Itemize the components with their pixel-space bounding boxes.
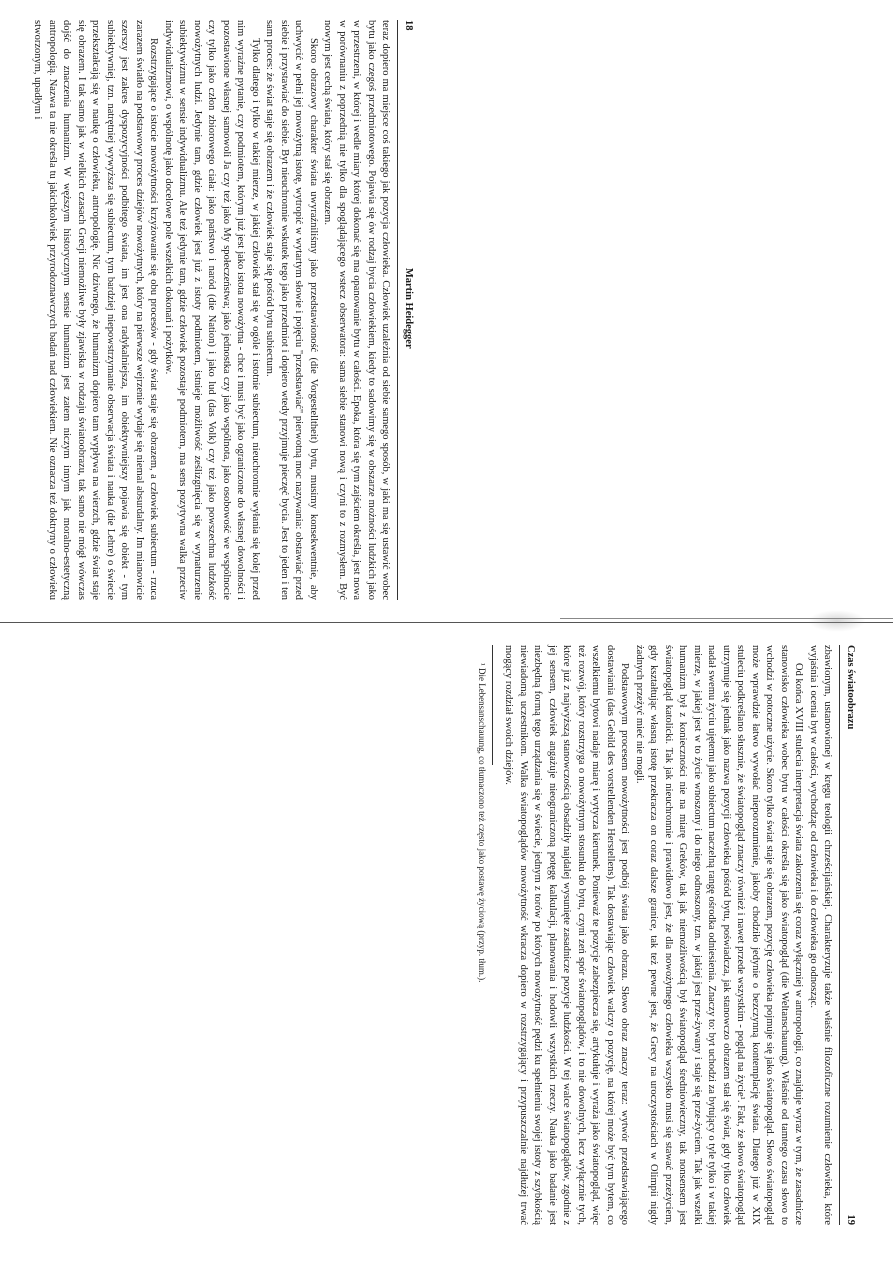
paragraph: Od końca XVIII stulecia interpretacja świata zakorzenia się coraz wyłączniej w antropologii, co znajduje wyraz w tym, że zasadnicze stanowisko człowieka wobec bytu w całości określa się jako światopogląd (die Weltanschauung). Właśnie od tamtego czasu słowo to wchodzi w potoczne użycie. Skoro tylko świat staje się obrazem, pozycję człowieka pojmuje się jako światopogląd. Słowo światopogląd może wprawdzie łatwo wywołać nieporozumienie, jakoby chodziło jedynie o bezczynną kontemplację świata. Dlatego już w XIX stuleciu podkreślano słusznie, że światopogląd znaczy również i nawet przede wszystkim - pogląd na życie¹. Fakt, że słowo światopogląd utrzymuje się jednak jako nazwa pozycji człowieka pośród bytu, poświadcza, jak stanowczo obrazem stał się świat, gdy tylko człowiek nadał swemu życiu ujętemu jako subiectum naczelną rangę ośrodka odniesienia. Znaczy to: byt uchodzi za bytujący o tyle tylko i w takiej mierze, w jakiej jest w to życie wnoszony i do niego odnoszony, tzn. w jakiej jest prze-żywany i staje się prze-życiem. Tak jak wszelki humanizm był z konieczności nie na miarę Greków, tak jak niemożliwością był światopogląd średniowieczny, tak nonsensem jest światopogląd katolicki. Tak jak nieuchronnie i prawidłowo jest, że dla nowożytnego człowieka wszystko musi się stawać przeżyciem, gdy kształtując własną istotę przekracza on coraz dalsze granice, tak też pewne jest, że Grecy na uroczystościach w Olimpii nigdy żadnych przeżyć mieć nie mogli.: [634, 645, 805, 1225]
running-head: Czas światoobrazu: [845, 645, 856, 730]
page-header: [840, 645, 858, 1225]
paragraph: Rozstrzygające o istocie nowożytności krzyżowanie się obu procesów - gdy świat staje się obrazem, a człowiek subiectum - rzuca zarazem światło na podstawowy proces dziejów nowożytnych, który na pierwsze wejrzenie wydaje się niemal absurdalny. Im mianowicie szerszy jest zakres dyspozycyjności podbitego świata, im jest ona radykalniejsza, im obiektywniejszy pojawia się obiekt - tym subiektywniej, tzn. natrętniej wywyższa się subiectum, tym bardziej niepowstrzymanie obserwacja świata i nauka (die Lehre) o świecie przekształcają się w naukę o człowieku, antropologię. Nic dziwnego, że humanizm dopiero tam wypływa na wierzch, gdzie świat staje się obrazem. I tak samo jak w wielkich czasach Grecji niemożliwe były zjawiska w rodzaju światoobrazu, tak samo nie mógł wówczas dojść do znaczenia humanizm. W węższym historycznym sensie humanizm jest zatem niczym innym jak moralno-estetyczną antropologią. Nazwa ta nie określa tu jakichkolwiek przyrodoznawczych badań nad człowiekiem. Nie oznacza też doktryny o człowieku stworzonym, upadłym i: [32, 20, 160, 600]
running-head: Martin Heidegger: [403, 267, 414, 349]
paragraph: Podstawowym procesem nowożytności jest podbój świata jako obrazu. Słowo obraz znaczy teraz: wytwór przedstawiającego dostawiania (das Gebild des vorstellenden Herstellens). Tak dostawiając człowiek walczy o pozycję, na której może być tym bytem, co wszelkiemu bytowi nadaje miarę i wytycza kierunek. Ponieważ te pozycje zabezpiecza się, artykułuje i wyraża jako światopogląd, więc też rozwój, który rozstrzyga o nowożytnym stosunku do bytu, czyni zeń spór światopoglądów, i to nie dowolnych, lecz wyłącznie tych, które już z najwyższą stanowczością obsadziły najdalej wysunięte zasadnicze pozycje ludzkości. W tej walce światopoglądów, zgodnie z jej sensem, człowiek angażuje nieograniczoną potęgę kalkulacji, planowania i hodowli wszystkich rzeczy. Nauka jako badanie jest niezbędną formą tego urządzania się w świecie, jednym z torów po których nowożytność pędzi ku spełnieniu swojej istoty z szybkością niewiadomą uczestnikom. Walka światopoglądów nowożytność wkracza dopiero w rozstrzygający i przypuszczalnie najdłużej trwać mogący rozdział swoich dziejów.: [503, 645, 631, 1225]
footnote-rule: [492, 645, 493, 765]
page-body: [476, 645, 835, 1225]
page-number: 19: [845, 1214, 856, 1225]
scan-smudge: [808, 610, 866, 632]
page-body: [30, 20, 393, 600]
paragraph: zbawionym, ustanowionej w kręgu teologii chrześcijańskiej. Charakteryzuje także właśnie filozoficzne rozumienie człowieka, które wyjaśnia i ocenia byt w całości, wychodząc od człowieka i do człowieka go odnosząc.: [808, 645, 834, 1225]
page-divider: [0, 622, 893, 623]
paragraph: Skoro obrazowy charakter świata uwyraźniliśmy jako przedstawioność (die Vorgestelltheit) bytu, musimy konsekwentnie, aby uchwycić w pełni jej nowożytną istotę, wytropić w wytartym słowie i pojęciu "przedstawiać" pierwotną moc nazywania: obstawiać przed siebie i przystawiać do siebie. Byt nieuchronnie wskutek tego jako przedmiot i dopiero wtedy przyjmuje pieczęć bycia. Jest to jeden i ten sam proces: że świat staje się obrazem i że człowiek staje się pośród bytu subiectum.: [264, 20, 319, 600]
page-number: 18: [403, 20, 414, 31]
page-header: [398, 20, 416, 600]
footnote: ¹ Die Lebensanschauung, co tłumaczono też często jako postawę życiową (przyp. tłum.).: [477, 663, 487, 983]
paragraph: Tylko dlatego i tylko w takiej mierze, w jakiej człowiek stał się w ogóle i istotnie subiectum, nieuchronnie wyłania się kolej przed nim wyraźne pytanie, czy podmiotem, którym już jest jako istota nowożytna - chce i musi być jako ograniczone do własnej dowolności i pozostawione własnej samowoli Ja czy też jako My społeczeństwa; jako jednostka czy jako wspólnota, jako osobowość we wspólnocie czy tylko jako człon zbiorowego ciała: jako państwo i naród (die Nation) i jako lud (das Volk) czy też jako powszechna ludzkość nowożytnych ludzi. Jedynie tam, gdzie człowiek jest już z istoty podmiotem, istnieje możliwość ześlizgnięcia się w wynaturzenie subiektywizmu w sensie indywidualizmu. Ale też jedynie tam, gdzie człowiek pozostaje podmiotem, ma sens pozytywna walka przeciw indywidualizmowi, o wspólnotę jako docelowe pole wszelkich dokonań i pożytków.: [163, 20, 261, 600]
page-right: [477, 645, 857, 1225]
page-left: [32, 20, 415, 600]
paragraph: teraz dopiero ma miejsce coś takiego jak pozycja człowieka. Człowiek uzależnia od siebie samego sposób, w jaki ma się ustawić wobec bytu jako czegoś przedmiotowego. Pojawia się ów rodzaj bycia człowiekiem, kiedy to sadowimy się w obszarze możności ludzkich jako w przestrzeni, w której i wedle miary której dokonać się ma opanowanie bytu w całości. Epoka, która się tym zajściem określa, jest nowa w porównaniu z poprzednią nie tylko dla spoglądającego wstecz obserwatora: sama siebie stanowi nową i czyni to z rozmysłem. Być nowym jest cechą świata, który stał się obrazem.: [322, 20, 392, 600]
